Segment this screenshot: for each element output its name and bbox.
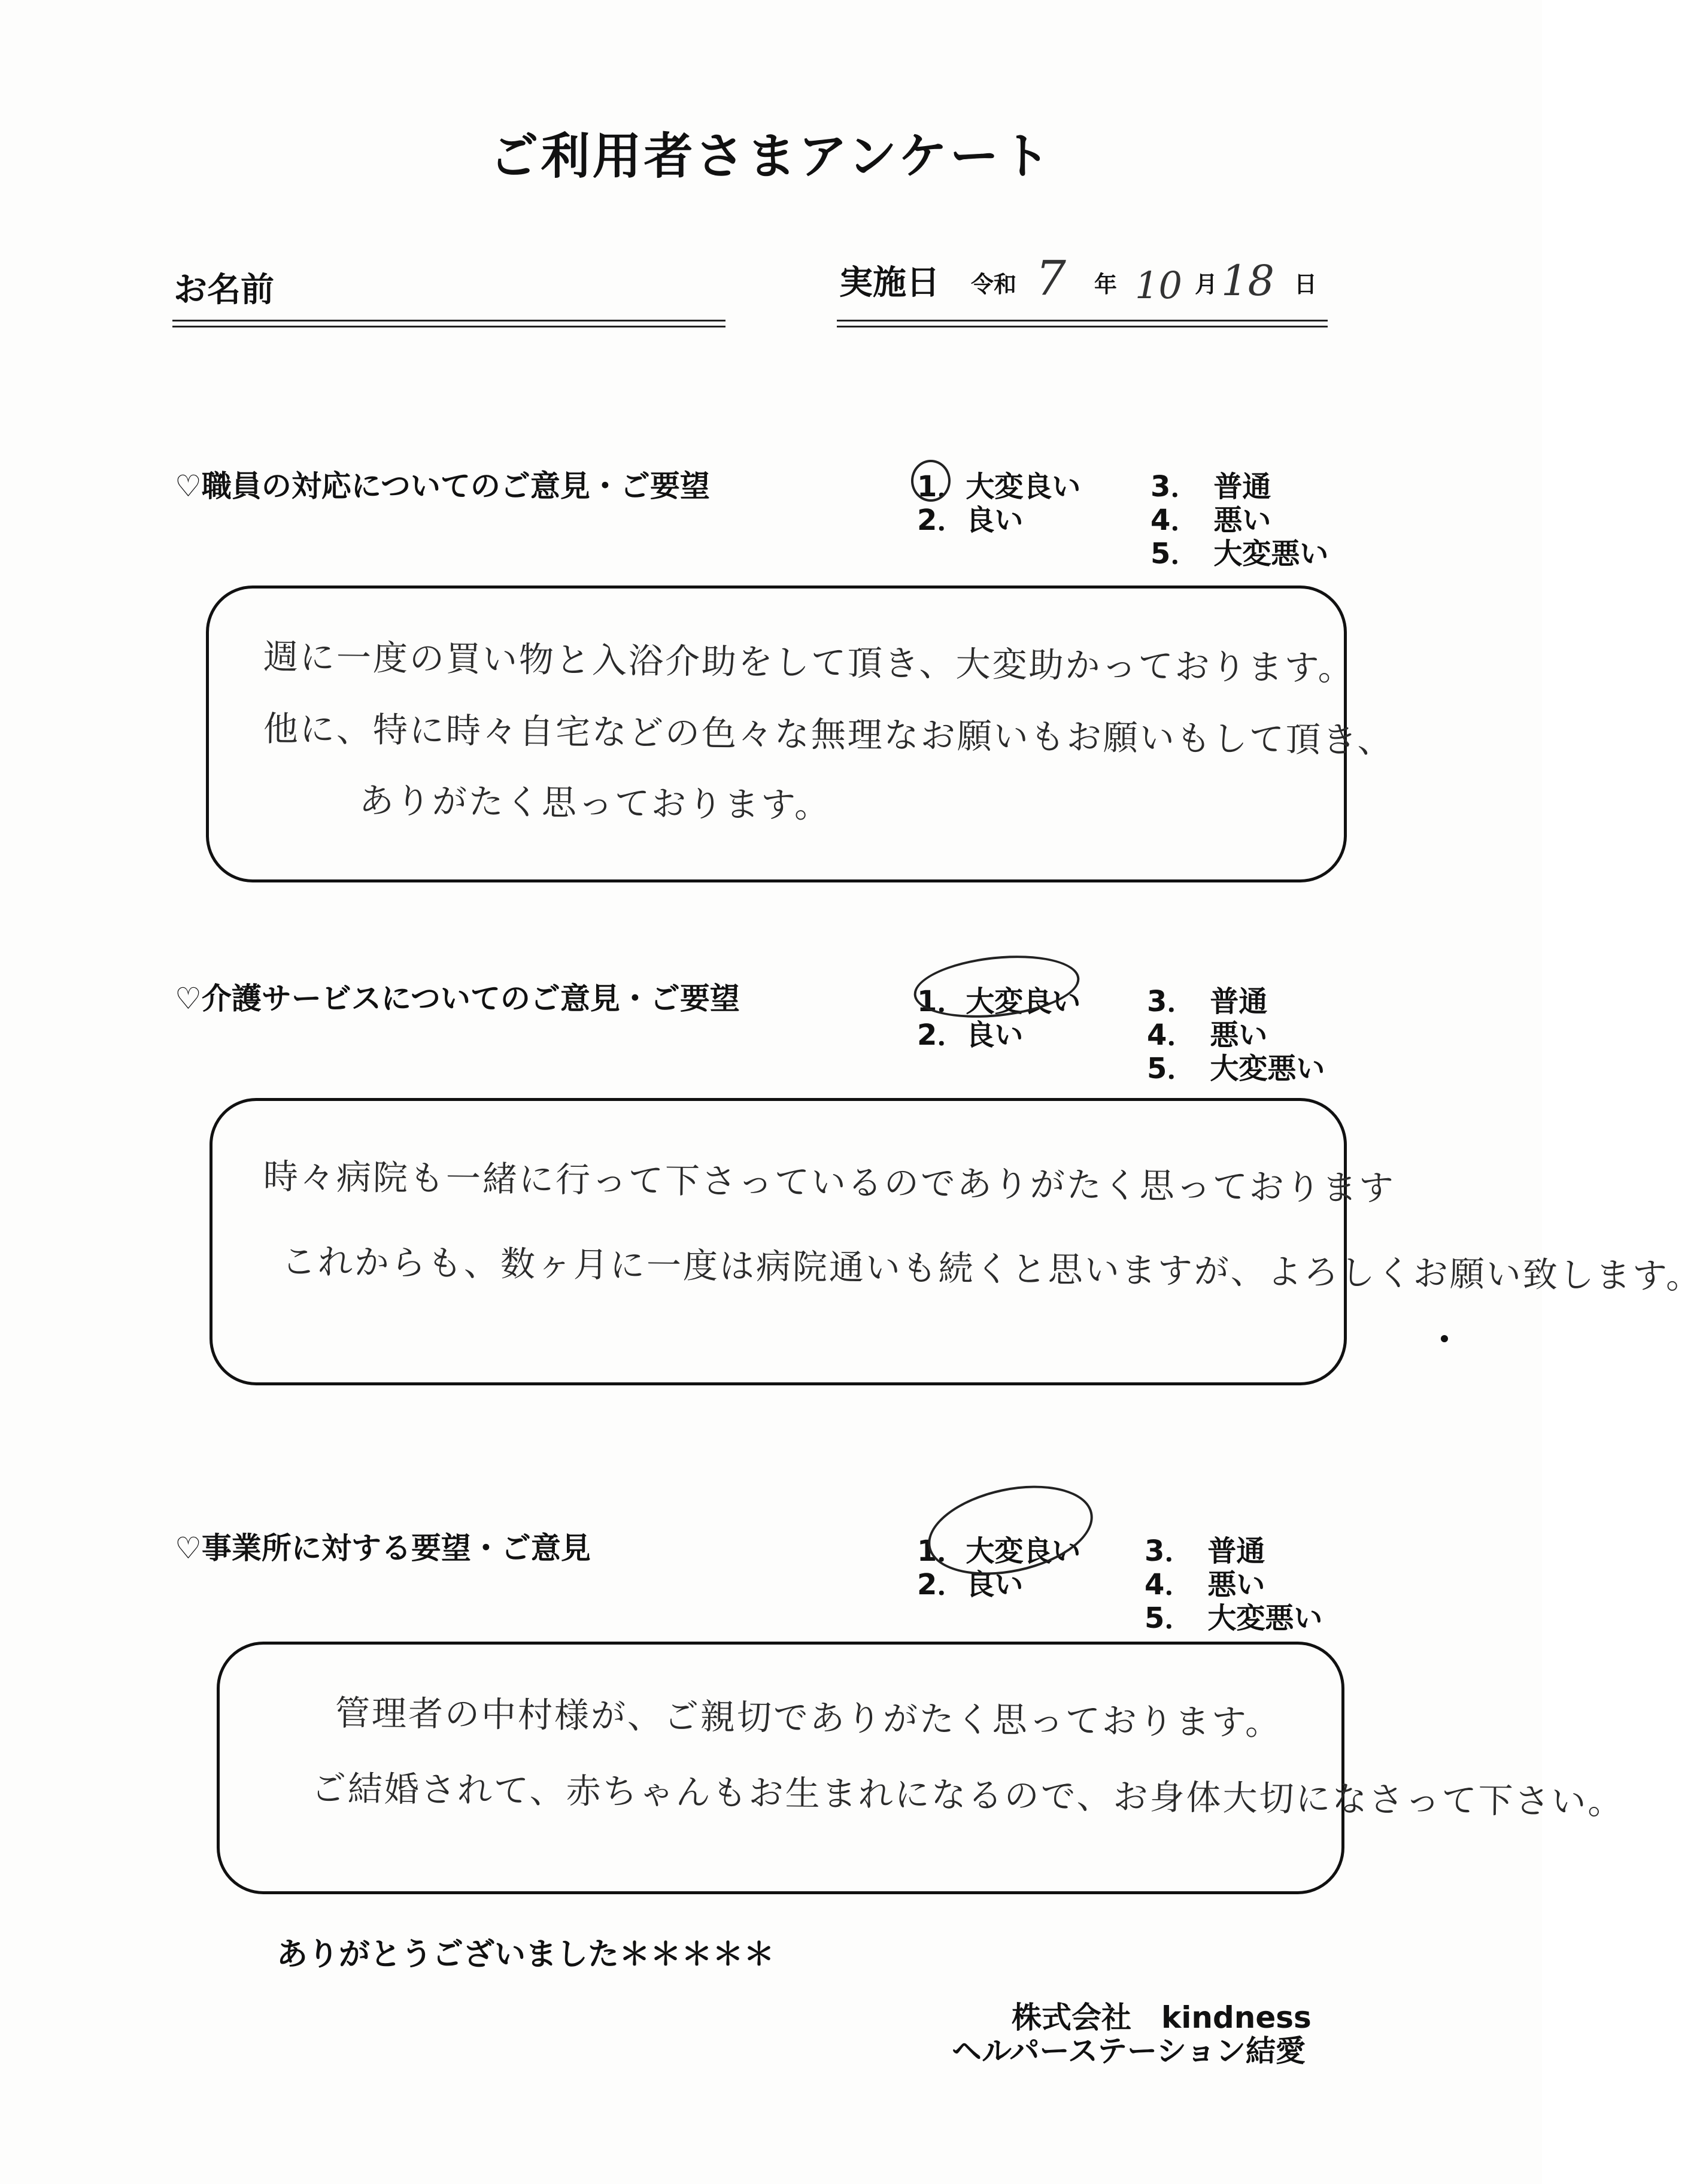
date-month-unit: 月 (1195, 271, 1218, 298)
section-care-title: ♡介護サービスについてのご意見・ご要望 (175, 981, 740, 1016)
name-underline-double (172, 326, 725, 327)
section-office-option-3: 3． 普通 (1145, 1534, 1265, 1568)
stray-dot-mark (1441, 1335, 1448, 1342)
section-office-option-5: 5． 大変悪い (1145, 1601, 1323, 1635)
section-staff-option-2: 2．良い (917, 503, 1024, 537)
name-underline (172, 320, 725, 321)
date-era: 令和 (971, 271, 1017, 298)
section-staff-comment-line-2: 他に、特に時々自宅などの色々な無理なお願いもお願いもして頂き、 (263, 708, 1394, 761)
section-care-option-1: 1．大変良い (917, 985, 1081, 1018)
section-care-option-2: 2．良い (917, 1018, 1024, 1052)
date-underline (837, 320, 1328, 321)
section-care-option-3: 3． 普通 (1147, 985, 1268, 1018)
section-office-option-2: 2．良い (917, 1568, 1024, 1601)
section-office-comment-line-2: ご結婚されて、赤ちゃんもお生まれになるので、お身体大切になさって下さい。 (311, 1768, 1625, 1822)
section-care-comment-line-1: 時々病院も一緒に行って下さっているのでありがたく思っております (263, 1156, 1396, 1209)
company-station-name: ヘルパーステーション結愛 (952, 2034, 1306, 2068)
section-care-comment-line-2: これからも、数ヶ月に一度は病院通いも続くと思いますが、よろしくお願い致します。 (281, 1241, 1703, 1297)
section-office-option-1: 1．大変良い (917, 1534, 1081, 1568)
section-office-option-4: 4． 悪い (1145, 1568, 1265, 1601)
name-label: お名前 (174, 271, 274, 310)
date-underline-double (837, 326, 1328, 327)
section-staff-comment-line-3: ありがたく思っております。 (359, 780, 831, 826)
section-staff-option-1: 1．大変良い (917, 470, 1081, 503)
section-staff-comment-line-1: 週に一度の買い物と入浴介助をして頂き、大変助かっております。 (263, 636, 1355, 689)
date-year-unit: 年 (1094, 271, 1118, 298)
date-month-value: 10 (1135, 263, 1182, 307)
section-care-option-5: 5． 大変悪い (1147, 1052, 1325, 1085)
section-staff-option-5: 5． 大変悪い (1150, 537, 1329, 571)
date-year-value: 7 (1036, 250, 1066, 306)
section-staff-title: ♡職員の対応についてのご意見・ご要望 (175, 469, 710, 503)
section-office-title: ♡事業所に対する要望・ご意見 (175, 1531, 591, 1566)
section-staff-selected-mark (911, 460, 951, 502)
section-care-option-4: 4． 悪い (1147, 1018, 1268, 1052)
section-office-comment-line-1: 管理者の中村様が、ご親切でありがたく思っております。 (335, 1692, 1282, 1743)
date-day-unit: 日 (1294, 271, 1318, 298)
section-staff-option-4: 4． 悪い (1150, 503, 1271, 537)
company-name: 株式会社 kindness (1012, 2000, 1312, 2035)
section-staff-option-3: 3． 普通 (1150, 470, 1271, 503)
date-label: 実施日 (839, 263, 940, 302)
page-title: ご利用者さまアンケート (489, 128, 1053, 185)
thanks-message: ありがとうございました＊＊＊＊＊ (277, 1937, 775, 1973)
date-day-value: 18 (1221, 256, 1275, 305)
